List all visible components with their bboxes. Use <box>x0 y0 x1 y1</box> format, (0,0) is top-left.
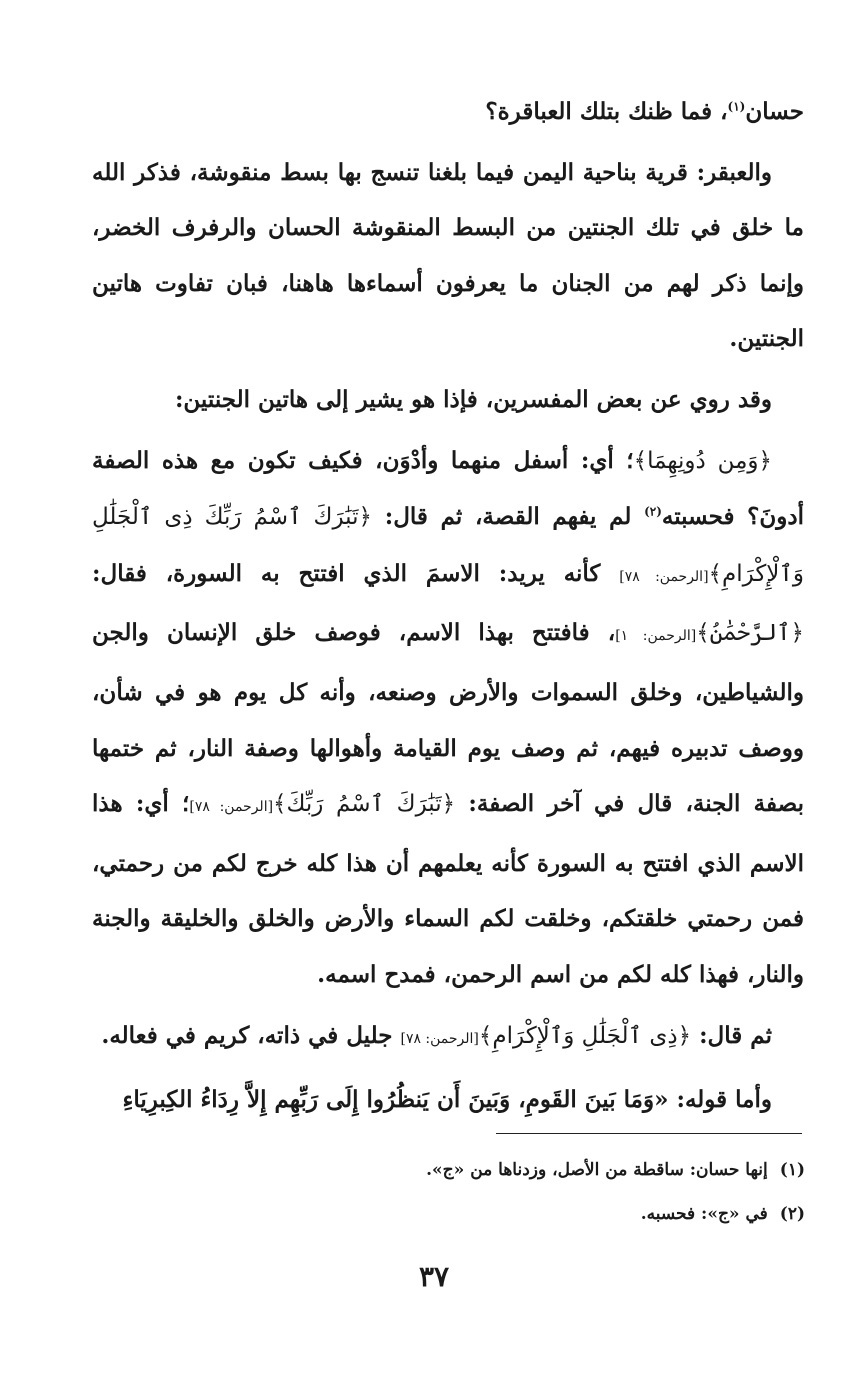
footnote-marker-1[interactable]: (١) <box>727 99 746 114</box>
text-run: ثم قال: <box>691 1021 772 1049</box>
quran-quote: ﴿ذِى ٱلْجَلَٰلِ وَٱلْإِكْرَامِ﴾ <box>478 1022 692 1049</box>
text-run: كأنه يريد: الاسمَ الذي افتتح به السورة، فقال: <box>92 559 620 587</box>
text-run: حسان <box>745 98 804 125</box>
page-number: ٣٧ <box>418 1260 450 1293</box>
footnote-divider <box>496 1133 802 1134</box>
paragraph-1 <box>92 84 804 140</box>
main-text <box>92 84 804 1128</box>
verse-reference: [الرحمن: ٧٨] <box>189 799 274 816</box>
text-run: ، فما ظنك بتلك العباقرة؟ <box>485 98 728 125</box>
verse-reference: [الرحمن: ٧٨] <box>400 1030 479 1047</box>
quran-quote: ﴿وَمِن دُونِهِمَا﴾ <box>633 447 773 474</box>
paragraph-2: والعبقر: قرية بناحية اليمن فيما بلغنا تنسج بها بسط منقوشة، فذكر الله ما خلق في تلك الجنتين من البسط المنقوشة الحسان والرفرف الخضر، وإنما ذكر لهم من الجنان ما يعرفون أسماءها هاهنا، فبان تفاوت هاتين الجنتين. <box>92 158 804 353</box>
text-run: لم يفهم القصة، ثم قال: <box>372 503 645 531</box>
footnote-text: إنها حسان: ساقطة من الأصل، وزدناها من «ج». <box>426 1160 768 1180</box>
footnote-number: (٢) <box>779 1204 805 1224</box>
quran-quote: ﴿تَبَٰرَكَ ٱسْمُ رَبِّكَ ذِى ٱلْجَلَٰلِ وَٱلْإِكْرَامِ﴾ <box>92 504 804 587</box>
text-run: ، فافتتح بهذا الاسم، فوصف خلق الإنسان والجن والشياطين، وخلق السموات والأرض وصنعه، وأنه كل يوم هو في شأن، ووصف تدبيره فيهم، ثم وصف يوم القيامة وأهوالها وصفة النار، ثم ختمها بصفة الجنة، قال في آخر الصفة: <box>92 619 804 818</box>
verse-reference: [الرحمن: ٧٨] <box>619 568 709 585</box>
paragraph-6: وأما قوله: «وَمَا بَينَ القَومِ، وَبَينَ أَن يَنظُرُوا إِلَى رَبِّهِم إِلاَّ رِدَاءُ الكِبرِيَاءِ <box>122 1086 772 1114</box>
paragraph-5 <box>92 1008 804 1068</box>
footnotes <box>300 1148 805 1236</box>
verse-reference: [الرحمن: ١] <box>615 628 697 645</box>
footnote-1 <box>300 1148 805 1192</box>
quran-quote: ﴿ٱلرَّحْمَٰنُ﴾ <box>696 620 804 647</box>
footnote-2 <box>300 1192 805 1236</box>
footnote-text: في «ج»: فحسبه. <box>640 1204 768 1224</box>
text-run: جليل في ذاته، كريم في فعاله. <box>101 1021 401 1049</box>
paragraph-3: وقد روي عن بعض المفسرين، فإذا هو يشير إلى هاتين الجنتين: <box>174 385 772 413</box>
text-run: ؛ أي: هذا الاسم الذي افتتح به السورة كأنه يعلمهم أن هذا كله خرج لكم من رحمتي، فمن رحمتي خلقتكم، وخلقت لكم السماء والأرض والخلق والخليقة والجنة والنار، فهذا كله لكم من اسم الرحمن، فمدح اسمه. <box>92 790 804 988</box>
quran-quote: ﴿تَبَٰرَكَ ٱسْمُ رَبِّكَ﴾ <box>273 791 456 818</box>
footnote-number: (١) <box>779 1160 805 1180</box>
paragraph-4 <box>92 433 804 1003</box>
footnote-marker-2[interactable]: (٢) <box>644 504 662 519</box>
text-run: ؛ أي: أسفل منهما وأدْوَن، فكيف تكون مع هذه الصفة أدونَ؟ فحسبته <box>92 446 805 531</box>
